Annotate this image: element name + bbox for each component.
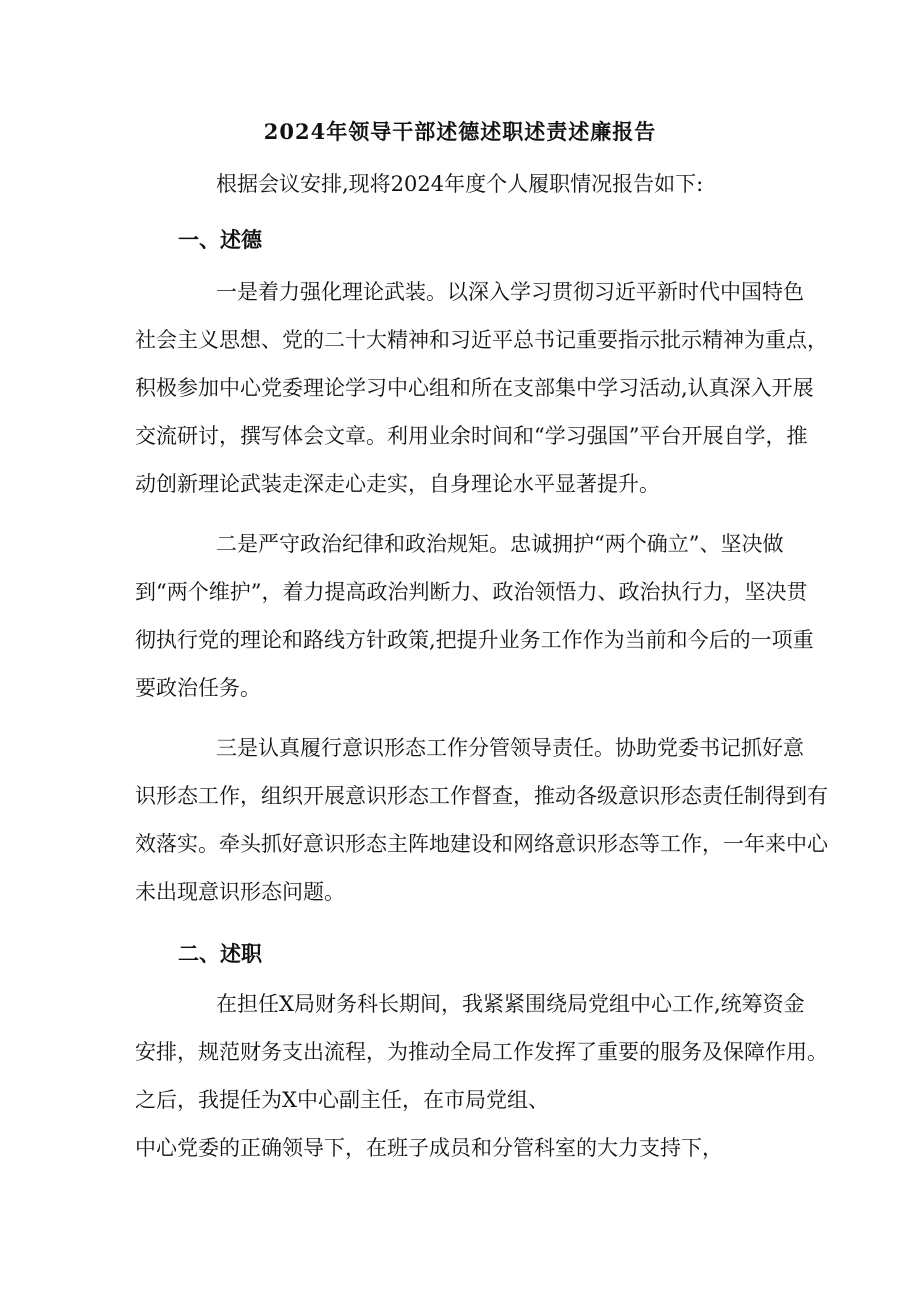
- paragraph-line: 安排，规范财务支出流程，为推动全局工作发挥了重要的服务及保障作用。: [135, 1040, 828, 1064]
- section-heading-shuzhi: 二、述职: [178, 941, 262, 966]
- paragraph-line: 在担任X局财务科长期间，我紧紧围绕局党组中心工作,统筹资金: [216, 992, 805, 1016]
- paragraph-line: 要政治任务。: [135, 676, 261, 700]
- paragraph-line: 识形态工作，组织开展意识形态工作督查，推动各级意识形态责任制得到有: [135, 784, 828, 808]
- paragraph-line: 到“两个维护”，着力提高政治判断力、政治领悟力、政治执行力，坚决贯: [135, 580, 808, 604]
- paragraph-line: 社会主义思想、党的二十大精神和习近平总书记重要指示批示精神为重点，: [135, 328, 828, 352]
- paragraph-line: 效落实。牵头抓好意识形态主阵地建设和网络意识形态等工作，一年来中心: [135, 832, 828, 856]
- document-title: 2024年领导干部述德述职述责述廉报告: [263, 119, 657, 144]
- paragraph-line: 二是严守政治纪律和政治规矩。忠诚拥护“两个确立”、坚决做: [216, 532, 784, 556]
- paragraph-line: 积极参加中心党委理论学习中心组和所在支部集中学习活动,认真深入开展: [135, 376, 814, 400]
- section-heading-shude: 一、述德: [178, 227, 262, 252]
- paragraph-line: 之后，我提任为X中心副主任，在市局党组、: [135, 1088, 549, 1112]
- paragraph-line: 中心党委的正确领导下，在班子成员和分管科室的大力支持下，: [135, 1136, 723, 1160]
- intro-line: 根据会议安排,现将2024年度个人履职情况报告如下:: [216, 172, 704, 196]
- paragraph-line: 彻执行党的理论和路线方针政策,把提升业务工作作为当前和今后的一项重: [135, 628, 814, 652]
- paragraph-line: 动创新理论武装走深走心走实，自身理论水平显著提升。: [135, 472, 660, 496]
- paragraph-line: 一是着力强化理论武装。以深入学习贯彻习近平新时代中国特色: [216, 280, 804, 304]
- paragraph-line: 未出现意识形态问题。: [135, 880, 345, 904]
- paragraph-line: 三是认真履行意识形态工作分管领导责任。协助党委书记抓好意: [216, 736, 804, 760]
- paragraph-line: 交流研讨，撰写体会文章。利用业余时间和“学习强国”平台开展自学，推: [135, 424, 808, 448]
